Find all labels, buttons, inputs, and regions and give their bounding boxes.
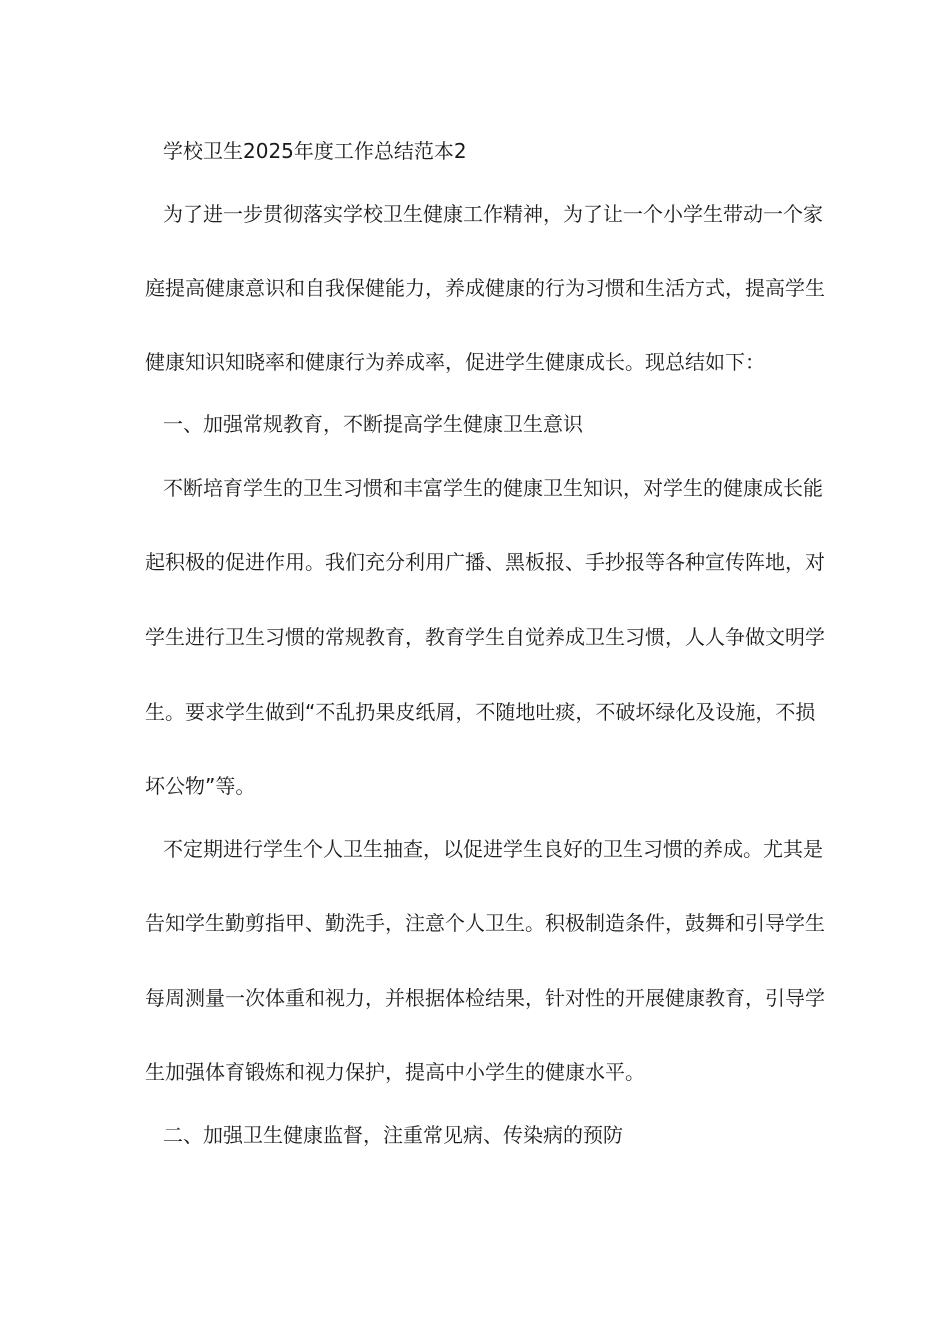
paragraph-line: 生。要求学生做到“不乱扔果皮纸屑，不随地吐痰，不破坏绿化及设施，不损 <box>145 700 816 724</box>
paragraph-line: 学生进行卫生习惯的常规教育，教育学生自觉养成卫生习惯，人人争做文明学 <box>145 625 825 649</box>
section-heading-2: 二、加强卫生健康监督，注重常见病、传染病的预防 <box>163 1123 623 1147</box>
paragraph-line: 坏公物”等。 <box>145 774 256 798</box>
paragraph-line: 生加强体育锻炼和视力保护，提高中小学生的健康水平。 <box>145 1060 645 1084</box>
paragraph-line: 不定期进行学生个人卫生抽查，以促进学生良好的卫生习惯的养成。尤其是 <box>163 837 823 861</box>
paragraph-line: 不断培育学生的卫生习惯和丰富学生的健康卫生知识，对学生的健康成长能 <box>163 476 823 500</box>
paragraph-line: 庭提高健康意识和自我保健能力，养成健康的行为习惯和生活方式，提高学生 <box>145 276 825 300</box>
section-heading-1: 一、加强常规教育，不断提高学生健康卫生意识 <box>163 412 583 436</box>
document-title: 学校卫生2025年度工作总结范本2 <box>163 139 467 163</box>
paragraph-line: 健康知识知晓率和健康行为养成率，促进学生健康成长。现总结如下： <box>145 350 765 374</box>
paragraph-line: 为了进一步贯彻落实学校卫生健康工作精神，为了让一个小学生带动一个家 <box>163 202 823 226</box>
paragraph-line: 每周测量一次体重和视力，并根据体检结果，针对性的开展健康教育，引导学 <box>145 986 825 1010</box>
paragraph-line: 起积极的促进作用。我们充分利用广播、黑板报、手抄报等各种宣传阵地，对 <box>145 550 825 574</box>
paragraph-line: 告知学生勤剪指甲、勤洗手，注意个人卫生。积极制造条件，鼓舞和引导学生 <box>145 911 825 935</box>
